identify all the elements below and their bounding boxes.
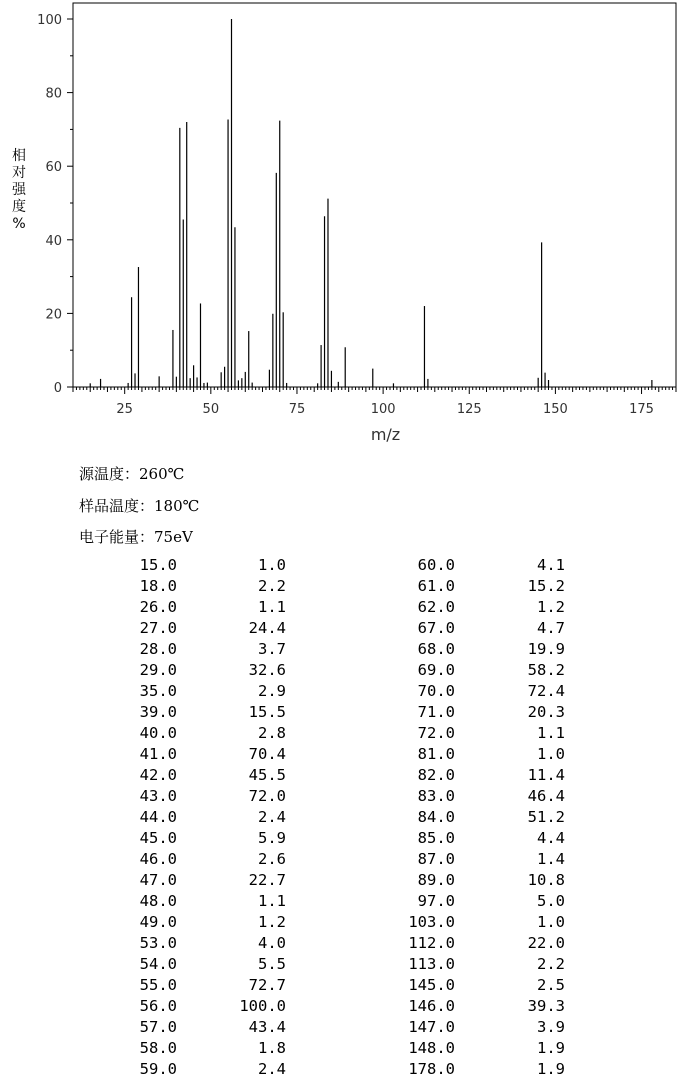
intensity-cell: 4.4 [537, 829, 565, 847]
mz-cell: 57.0 [139, 1018, 177, 1036]
electron-energy: 电子能量：75eV [79, 528, 193, 546]
mz-cell: 58.0 [139, 1039, 177, 1057]
intensity-cell: 22.7 [248, 871, 286, 889]
intensity-cell: 5.5 [258, 955, 286, 973]
y-tick-label: 80 [45, 86, 62, 102]
table-row [0, 786, 680, 807]
mz-cell: 71.0 [417, 703, 455, 721]
mz-cell: 146.0 [408, 997, 455, 1015]
mz-cell: 44.0 [139, 808, 177, 826]
mz-cell: 26.0 [139, 598, 177, 616]
mz-cell: 85.0 [417, 829, 455, 847]
mz-cell: 84.0 [417, 808, 455, 826]
table-row [0, 996, 680, 1017]
y-axis-label [10, 148, 28, 233]
intensity-cell: 1.0 [537, 913, 565, 931]
source-temperature: 源温度：260℃ [79, 465, 185, 483]
mz-cell: 29.0 [139, 661, 177, 679]
intensity-cell: 2.5 [537, 976, 565, 994]
table-row [0, 576, 680, 597]
table-row [0, 912, 680, 933]
table-row [0, 681, 680, 702]
mz-cell: 82.0 [417, 766, 455, 784]
mz-cell: 145.0 [408, 976, 455, 994]
mz-cell: 69.0 [417, 661, 455, 679]
intensity-cell: 1.2 [258, 913, 286, 931]
y-tick-label: 20 [45, 307, 62, 323]
mz-cell: 18.0 [139, 577, 177, 595]
mz-cell: 35.0 [139, 682, 177, 700]
table-row [0, 702, 680, 723]
intensity-cell: 15.2 [527, 577, 565, 595]
table-row [0, 744, 680, 765]
mz-cell: 55.0 [139, 976, 177, 994]
mz-cell: 70.0 [417, 682, 455, 700]
table-row [0, 828, 680, 849]
intensity-cell: 72.7 [248, 976, 286, 994]
intensity-cell: 5.0 [537, 892, 565, 910]
mz-cell: 178.0 [408, 1060, 455, 1078]
plot-frame [73, 3, 676, 387]
x-tick-label: 50 [202, 402, 220, 417]
mz-cell: 54.0 [139, 955, 177, 973]
x-tick-label: 75 [288, 402, 306, 417]
intensity-cell: 4.0 [258, 934, 286, 952]
x-axis-label: m/z [370, 425, 401, 444]
sample-temperature: 样品温度：180℃ [79, 497, 200, 515]
mz-cell: 27.0 [139, 619, 177, 637]
intensity-cell: 22.0 [527, 934, 565, 952]
intensity-cell: 1.1 [258, 892, 286, 910]
y-tick-label: 40 [45, 233, 62, 249]
intensity-cell: 45.5 [248, 766, 286, 784]
y-tick-label: 60 [45, 160, 62, 176]
intensity-cell: 32.6 [248, 661, 286, 679]
table-row [0, 933, 680, 954]
intensity-cell: 2.6 [258, 850, 286, 868]
x-tick-label: 100 [370, 402, 396, 417]
mz-cell: 47.0 [139, 871, 177, 889]
mz-cell: 103.0 [408, 913, 455, 931]
y-axis-label-text: 相 对 强 度 % [12, 148, 26, 232]
table-row [0, 1038, 680, 1059]
intensity-cell: 100.0 [239, 997, 286, 1015]
mz-cell: 97.0 [417, 892, 455, 910]
intensity-cell: 2.4 [258, 808, 286, 826]
mz-cell: 113.0 [408, 955, 455, 973]
intensity-cell: 1.2 [537, 598, 565, 616]
mz-cell: 42.0 [139, 766, 177, 784]
table-row [0, 975, 680, 996]
intensity-cell: 2.4 [258, 1060, 286, 1078]
intensity-cell: 1.9 [537, 1039, 565, 1057]
mz-cell: 15.0 [139, 556, 177, 574]
mz-cell: 148.0 [408, 1039, 455, 1057]
intensity-cell: 1.9 [537, 1060, 565, 1078]
mz-cell: 53.0 [139, 934, 177, 952]
mz-cell: 41.0 [139, 745, 177, 763]
mz-cell: 81.0 [417, 745, 455, 763]
intensity-cell: 46.4 [527, 787, 565, 805]
intensity-cell: 1.0 [258, 556, 286, 574]
mz-cell: 49.0 [139, 913, 177, 931]
intensity-cell: 19.9 [527, 640, 565, 658]
mz-cell: 39.0 [139, 703, 177, 721]
table-row [0, 849, 680, 870]
y-tick-label: 100 [37, 13, 62, 28]
intensity-cell: 1.8 [258, 1039, 286, 1057]
mz-cell: 56.0 [139, 997, 177, 1015]
table-row [0, 723, 680, 744]
mz-cell: 83.0 [417, 787, 455, 805]
mz-cell: 62.0 [417, 598, 455, 616]
intensity-cell: 3.7 [258, 640, 286, 658]
mz-cell: 46.0 [139, 850, 177, 868]
intensity-cell: 11.4 [527, 766, 565, 784]
mz-cell: 112.0 [408, 934, 455, 952]
table-row [0, 1017, 680, 1038]
mz-cell: 61.0 [417, 577, 455, 595]
intensity-cell: 1.1 [537, 724, 565, 742]
x-tick-label: 175 [629, 402, 654, 417]
intensity-cell: 2.2 [537, 955, 565, 973]
y-tick-label: 0 [53, 381, 62, 396]
x-tick-label: 125 [456, 402, 482, 417]
intensity-cell: 5.9 [258, 829, 286, 847]
intensity-cell: 3.9 [537, 1018, 565, 1036]
mz-cell: 89.0 [417, 871, 455, 889]
table-row [0, 639, 680, 660]
mz-cell: 40.0 [139, 724, 177, 742]
intensity-cell: 24.4 [248, 619, 286, 637]
intensity-cell: 20.3 [527, 703, 565, 721]
mz-cell: 67.0 [417, 619, 455, 637]
mz-cell: 59.0 [139, 1060, 177, 1078]
mz-cell: 28.0 [139, 640, 177, 658]
table-row [0, 660, 680, 681]
peak-table [0, 555, 680, 1077]
intensity-cell: 15.5 [248, 703, 286, 721]
x-tick-label: 150 [542, 402, 568, 417]
mz-cell: 72.0 [417, 724, 455, 742]
table-row [0, 870, 680, 891]
mz-cell: 87.0 [417, 850, 455, 868]
table-row [0, 807, 680, 828]
mz-cell: 60.0 [417, 556, 455, 574]
table-row [0, 765, 680, 786]
intensity-cell: 72.0 [248, 787, 286, 805]
intensity-cell: 43.4 [248, 1018, 286, 1036]
intensity-cell: 1.4 [537, 850, 565, 868]
intensity-cell: 4.1 [537, 556, 565, 574]
intensity-cell: 1.1 [258, 598, 286, 616]
intensity-cell: 2.2 [258, 577, 286, 595]
table-row [0, 891, 680, 912]
mz-cell: 68.0 [417, 640, 455, 658]
table-row [0, 954, 680, 975]
intensity-cell: 2.8 [258, 724, 286, 742]
intensity-cell: 58.2 [527, 661, 565, 679]
mass-spectrum-chart [0, 0, 680, 450]
table-row [0, 555, 680, 576]
intensity-cell: 72.4 [527, 682, 565, 700]
intensity-cell: 2.9 [258, 682, 286, 700]
intensity-cell: 10.8 [527, 871, 565, 889]
intensity-cell: 39.3 [527, 997, 565, 1015]
mz-cell: 45.0 [139, 829, 177, 847]
intensity-cell: 51.2 [527, 808, 565, 826]
mz-cell: 147.0 [408, 1018, 455, 1036]
intensity-cell: 70.4 [248, 745, 286, 763]
x-tick-label: 25 [116, 402, 133, 417]
table-row [0, 618, 680, 639]
mz-cell: 48.0 [139, 892, 177, 910]
mz-cell: 43.0 [139, 787, 177, 805]
intensity-cell: 4.7 [537, 619, 565, 637]
table-row [0, 597, 680, 618]
intensity-cell: 1.0 [537, 745, 565, 763]
